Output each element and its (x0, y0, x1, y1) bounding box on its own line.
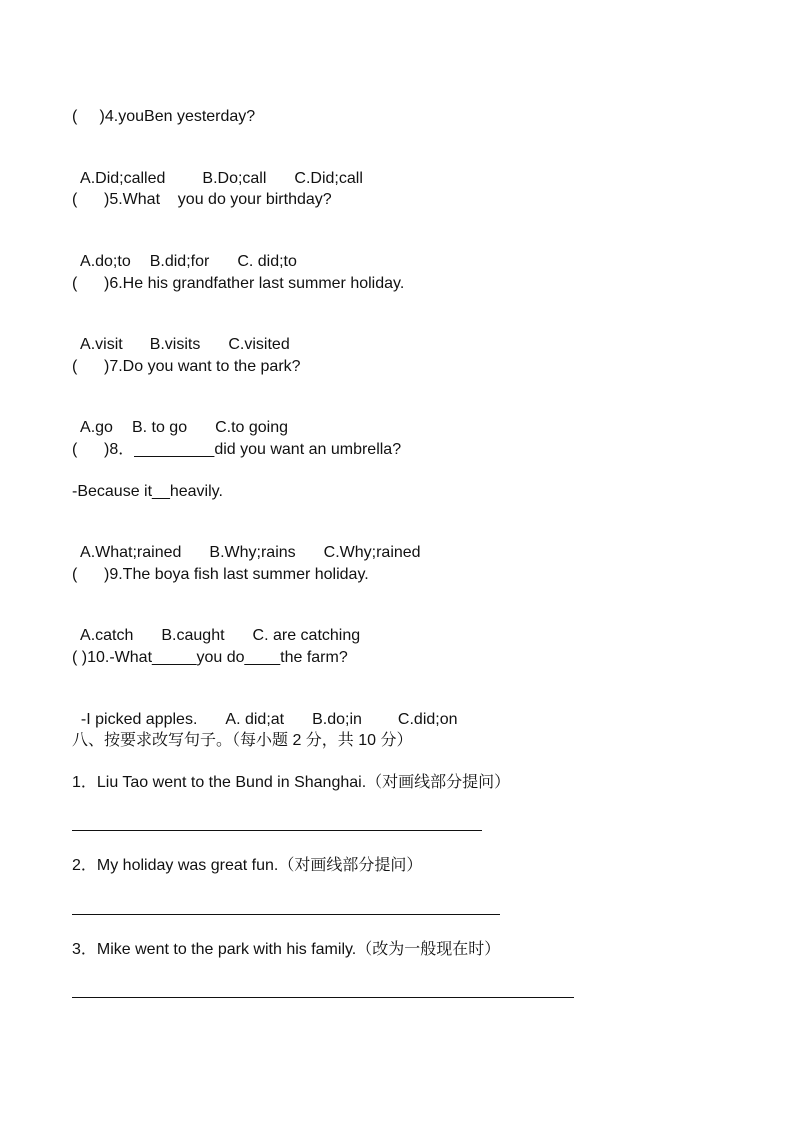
question-9-options (72, 606, 360, 646)
question-6-options (72, 315, 290, 355)
question-6-option-c: C.visited (228, 336, 290, 353)
question-9-option-b: B.caught (161, 627, 225, 644)
question-10-stem: ( )10.-What_____you do____the farm? (72, 649, 348, 666)
question-5-stem: ( )5.What you do your birthday? (72, 191, 332, 208)
answer-line-3[interactable] (72, 997, 574, 998)
question-7-option-b: B. to go (131, 419, 188, 436)
section-8-heading: 八、按要求改写句子。（每小题 2 分，共 10 分） (72, 732, 413, 749)
question-6-option-b: B.visits (149, 336, 201, 353)
question-10-option-a: A. did;at (225, 711, 285, 728)
answer-line-1[interactable] (72, 830, 482, 831)
question-9-option-a: A.catch (80, 627, 134, 644)
question-10-reply: -I picked apples. (80, 711, 198, 728)
question-7-stem: ( )7.Do you want to the park? (72, 358, 301, 375)
question-5-option-c: C. did;to (237, 253, 297, 270)
question-7-option-c: C.to going (215, 419, 289, 436)
question-7-option-a: A.go (80, 419, 113, 436)
answer-line-2[interactable] (72, 914, 500, 915)
question-8-stem: ( )8．_________did you want an umbrella? (72, 441, 402, 458)
question-9-stem: ( )9.The boya fish last summer holiday. (72, 566, 369, 583)
question-4-option-c: C.Did;call (294, 170, 363, 187)
question-8-option-b: B.Why;rains (209, 544, 296, 561)
rewrite-item-3: 3．Mike went to the park with his family.（改为一般现在时） (72, 941, 501, 958)
rewrite-item-1: 1．Liu Tao went to the Bund in Shanghai.（对画线部分提问） (72, 774, 511, 791)
question-4-option-a: A.Did;called (80, 170, 166, 187)
question-4-options (72, 149, 363, 189)
rewrite-item-2: 2．My holiday was great fun.（对画线部分提问） (72, 857, 423, 874)
question-5-option-b: B.did;for (149, 253, 210, 270)
question-5-options (72, 232, 297, 272)
question-6-option-a: A.visit (80, 336, 123, 353)
question-4-stem: ( )4.youBen yesterday? (72, 108, 256, 125)
question-10-option-b: B.do;in (312, 711, 362, 728)
question-8-option-c: C.Why;rained (323, 544, 421, 561)
question-10-reply-and-options (72, 690, 458, 730)
question-6-stem: ( )6.He his grandfather last summer holiday. (72, 275, 405, 292)
question-8-options (72, 523, 421, 563)
question-5-option-a: A.do;to (80, 253, 131, 270)
question-8-option-a: A.What;rained (80, 544, 182, 561)
question-7-options (72, 398, 288, 438)
question-10-option-c: C.did;on (397, 711, 458, 728)
question-9-option-c: C. are catching (252, 627, 361, 644)
question-4-option-b: B.Do;call (202, 170, 267, 187)
question-8-reply: -Because it__heavily. (72, 483, 223, 500)
